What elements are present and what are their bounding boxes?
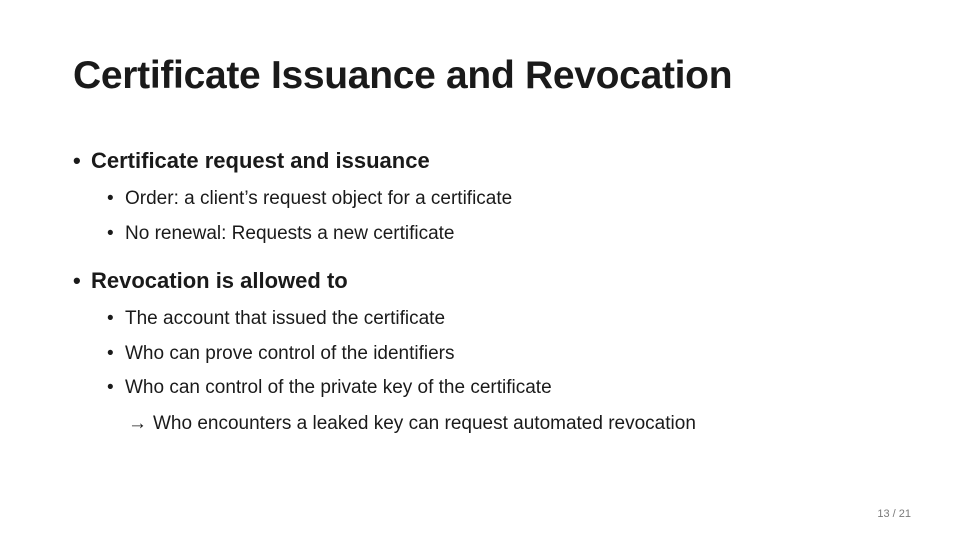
bullet-icon: •: [107, 343, 114, 364]
arrow-right-icon: →: [128, 413, 147, 434]
section-heading-text: Revocation is allowed to: [91, 268, 348, 293]
list-item: [107, 343, 455, 365]
bullet-icon: •: [107, 377, 114, 398]
slide-title: Certificate Issuance and Revocation: [73, 54, 733, 97]
list-item-text: The account that issued the certificate: [125, 308, 446, 329]
bullet-icon: •: [73, 268, 81, 293]
section-heading-revocation: [73, 268, 348, 294]
list-item: [107, 308, 445, 330]
list-item: [107, 223, 455, 245]
list-item: [107, 377, 552, 399]
list-item-text: Who can control of the private key of the certificate: [125, 377, 552, 398]
section-heading-issuance: [73, 148, 430, 174]
revocation-note: [128, 413, 696, 435]
bullet-icon: •: [73, 148, 81, 173]
list-item-text: Order: a client’s request object for a certificate: [125, 188, 513, 209]
list-item-text: No renewal: Requests a new certificate: [125, 223, 455, 244]
list-item: [107, 188, 512, 210]
list-item-text: Who can prove control of the identifiers: [125, 343, 455, 364]
revocation-note-text: Who encounters a leaked key can request automated revocation: [153, 413, 696, 434]
bullet-icon: •: [107, 188, 114, 209]
page-number: 13 / 21: [877, 508, 911, 520]
section-heading-text: Certificate request and issuance: [91, 148, 430, 173]
bullet-icon: •: [107, 308, 114, 329]
bullet-icon: •: [107, 223, 114, 244]
